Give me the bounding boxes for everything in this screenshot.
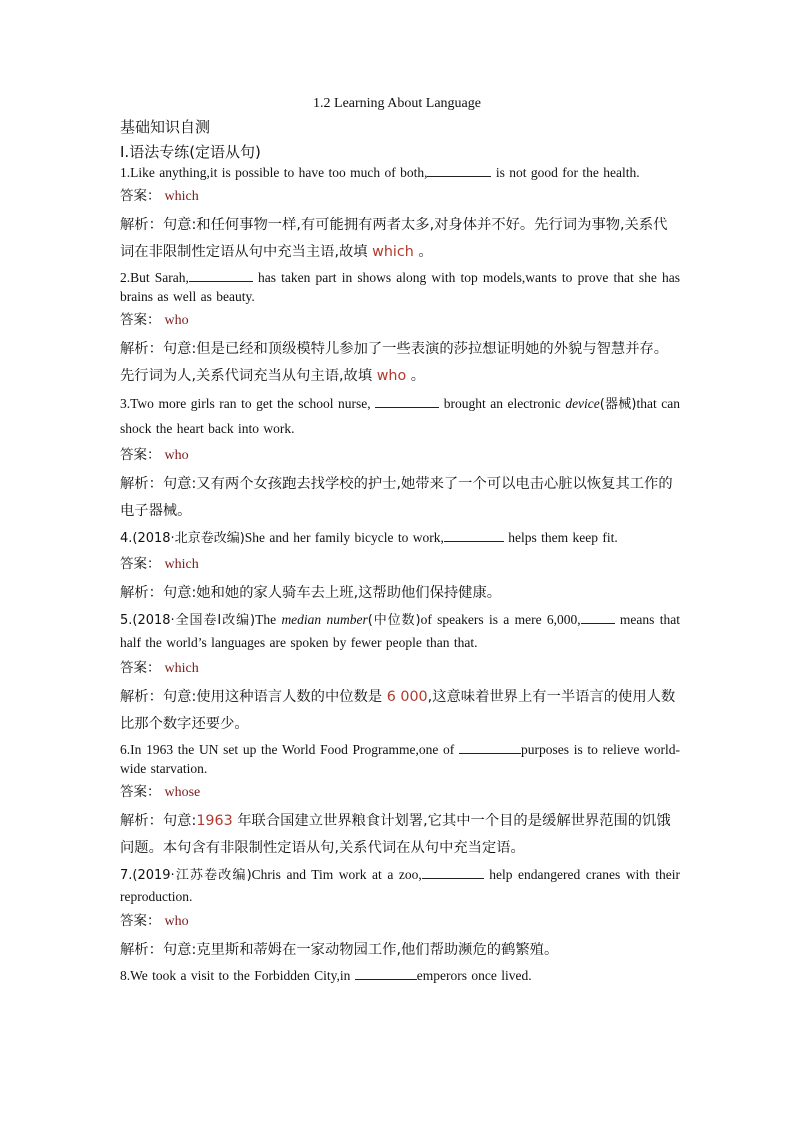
answer-blank: [422, 866, 484, 879]
answer-line: 答案： who: [120, 913, 189, 929]
page-title: 1.2 Learning About Language: [313, 96, 481, 111]
answer-blank: [427, 164, 491, 177]
exercise-item: [120, 966, 680, 985]
answer-line: 答案： whose: [120, 784, 201, 800]
exercise-item: [120, 527, 680, 607]
answer-line: 答案： which: [120, 188, 199, 204]
section-heading: 基础知识自测: [120, 118, 211, 136]
answer-line: 答案： which: [120, 556, 199, 572]
question-text: 3.Two more girls ran to get the school nurse, brought an electronic device(器械)that can shock the heart back into work.: [120, 396, 680, 436]
question-text: 2.But Sarah, has taken part in shows along with top models,wants to prove that she has brains as well as beauty.: [120, 270, 680, 304]
answer-blank: [459, 741, 521, 754]
exercise-item: [120, 163, 680, 266]
answer-blank: [375, 395, 439, 408]
answer-value: who: [164, 448, 189, 463]
answer-value: who: [164, 914, 189, 929]
question-text: 8.We took a visit to the Forbidden City,in emperors once lived.: [120, 968, 532, 983]
question-text: 7.(2019·江苏卷改编)Chris and Tim work at a zoo, help endangered cranes with their reproduction.: [120, 867, 681, 904]
explanation: 解析：句意:使用这种语言人数的中位数是 6 000,这意味着世界上有一半语言的使用人数比那个数字还要少。: [120, 689, 676, 732]
explanation: 解析：句意:但是已经和顶级模特儿参加了一些表演的莎拉想证明她的外貌与智慧并存。先行词为人,关系代词充当从句主语,故填 who 。: [120, 341, 669, 384]
answer-value: which: [164, 661, 199, 676]
exercise-item: [120, 392, 680, 525]
answer-blank: [189, 269, 253, 282]
explanation: 解析：句意:她和她的家人骑车去上班,这帮助他们保持健康。: [120, 585, 502, 601]
answer-line: 答案： who: [120, 447, 189, 463]
question-text: 4.(2018·北京卷改编)She and her family bicycle to work, helps them keep fit.: [120, 530, 618, 546]
answer-value: who: [164, 313, 189, 328]
explanation: 解析：句意:克里斯和蒂姆在一家动物园工作,他们帮助濒危的鹤繁殖。: [120, 942, 559, 958]
question-text: 6.In 1963 the UN set up the World Food Programme,one of purposes is to relieve world-wide starvation.: [120, 742, 681, 776]
question-text: 1.Like anything,it is possible to have too much of both, is not good for the health.: [120, 165, 640, 180]
answer-blank: [581, 611, 615, 624]
exercise-item: [120, 864, 680, 964]
exercise-item: [120, 740, 680, 862]
explanation: 解析：句意:又有两个女孩跑去找学校的护士,她带来了一个可以电击心脏以恢复其工作的电子器械。: [120, 476, 673, 519]
answer-value: which: [164, 189, 199, 204]
answer-blank: [444, 529, 504, 542]
subsection-heading: Ⅰ.语法专练(定语从句): [120, 143, 261, 161]
exercise-list: [120, 163, 680, 987]
answer-line: 答案： who: [120, 312, 189, 328]
explanation: 解析：句意:1963 年联合国建立世界粮食计划署,它其中一个目的是缓解世界范围的饥饿问题。本句含有非限制性定语从句,关系代词在从句中充当定语。: [120, 813, 671, 856]
explanation: 解析：句意:和任何事物一样,有可能拥有两者太多,对身体并不好。先行词为事物,关系代词在非限制性定语从句中充当主语,故填 which 。: [120, 217, 668, 260]
answer-line: 答案： which: [120, 660, 199, 676]
question-text: 5.(2018·全国卷Ⅰ改编)The median number(中位数)of speakers is a mere 6,000, means that half the world’s languages are spoken by fewer people than that.: [120, 612, 680, 650]
exercise-item: [120, 609, 680, 738]
answer-blank: [355, 967, 417, 980]
exercise-item: [120, 268, 680, 390]
answer-value: which: [164, 557, 199, 572]
answer-value: whose: [164, 785, 201, 800]
